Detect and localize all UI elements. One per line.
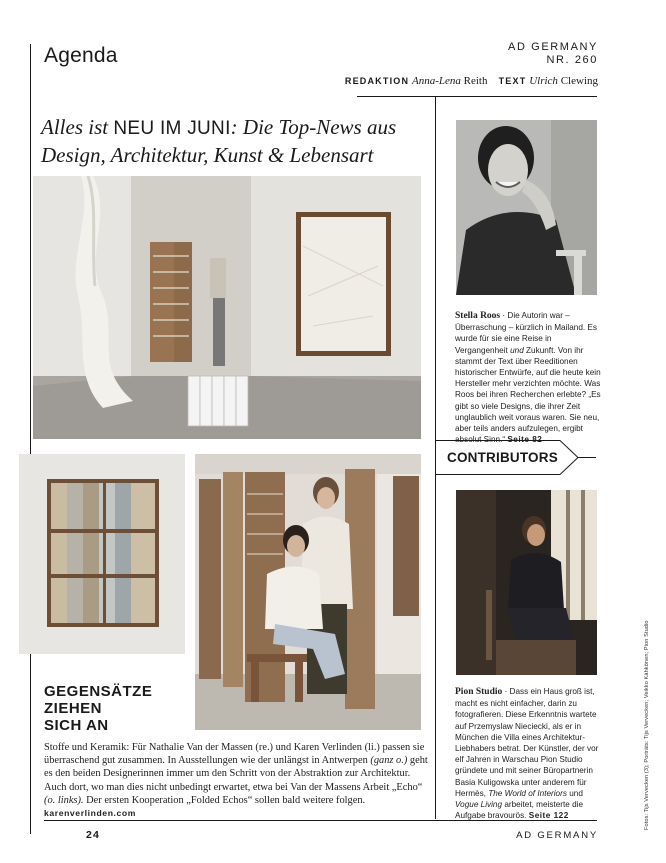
section-title: Agenda (44, 44, 118, 67)
contributor-1-text-2: Zukunft. Von ihr stammt der Text über Reeditionen historischer Entwürfe, auf die heute kein Hersteller mehr verzichten möchte. Was Roos bei ihren Recherchen erlebte? „Es gibt so viele Designs, die ihrer Zeit unglaublich weit voraus waren. Sie neu, aber teils anders aufzulegen, ergibt absolut Sinn.“ (455, 345, 601, 445)
headline-part-2: : Die Top-News aus Design, Architektur, Kunst & Lebensart (41, 115, 397, 167)
headline-part-1: Alles ist (41, 115, 114, 139)
article-title-line-2: ZIEHEN (44, 700, 103, 717)
headline-caps: NEU IM JUNI (113, 118, 231, 139)
header-rule (357, 96, 597, 97)
issue-info (508, 41, 598, 67)
photo-credit: Fotos: Tijs Vervecken (3); Porträts: Tijs Vervecken; Veikko Kähkönen; Pion Studio (644, 620, 650, 830)
article-title-line-1: GEGENSÄTZE (44, 683, 153, 700)
pion-studio-portrait-illustration (456, 490, 597, 675)
footer-brand: AD GERMANY (516, 830, 598, 841)
contributor-separator-2: · (502, 687, 510, 696)
article-title-line-3: SICH AN (44, 717, 109, 734)
contributors-tag (436, 440, 596, 475)
website-link[interactable]: karenverlinden.com (44, 808, 136, 819)
contributor-bio-pion-studio (455, 686, 602, 821)
contributor-name-1: Stella Roos (455, 311, 501, 321)
page-reference-1: Seite 82 (507, 435, 543, 445)
contributors-label: CONTRIBUTORS (447, 450, 558, 465)
contributor-bio-stella-roos (455, 310, 602, 445)
left-margin-rule (30, 44, 31, 834)
page-headline (41, 114, 431, 169)
article-body-1: Stoffe und Keramik: Für Nathalie Van der Massen (re.) und Karen Verlinden (li.) passen sie überraschend gut zusammen. In Ausstellungen wie der unlängst in Antwerpen (44, 742, 425, 767)
contributor-2-text-mid: und (566, 788, 583, 798)
issue-number: NR. 260 (546, 54, 598, 66)
redaktion-label: REDAKTION (344, 76, 410, 86)
article-body-2: geht es den beiden Designerinnen immer um den Schritt von der Abstraktion zur Architektur. Auch dort, wo man dies nicht unbedingt erwartet, etwa bei Van der Massens Arbeit „Echo“ (44, 755, 428, 793)
contributor-1-text-1: Die Autorin war – Überraschung – kürzlich in Mailand. Es wurde für sie eine Reise in Vergangenheit (455, 311, 597, 355)
woven-artwork-photo (19, 454, 185, 654)
text-first-name: Ulrich (529, 75, 558, 87)
article-body-3: Der ersten Kooperation „Folded Echos“ sollen bald weitere folgen. (83, 794, 366, 806)
contributor-separator-1: · (500, 311, 508, 320)
contributor-2-italic-1: The World of Interiors (488, 788, 567, 798)
article-body (44, 741, 429, 820)
contributor-name-2: Pion Studio (455, 687, 503, 697)
text-last-name: Clewing (560, 75, 598, 87)
contributor-2-text-2: arbeitet, meisterte die Aufgabe bravourös. (455, 800, 584, 821)
stella-roos-portrait-illustration (456, 120, 597, 295)
article-body-italic-1: (ganz o.) (370, 755, 408, 767)
page-number: 24 (86, 829, 101, 841)
page-reference-2: Seite 122 (528, 811, 569, 821)
stella-roos-portrait (456, 120, 597, 295)
gallery-exhibition-photo (33, 176, 421, 439)
contributor-1-italic: und (510, 345, 524, 355)
article-body-italic-2: (o. links). (44, 794, 84, 806)
pion-studio-portrait (456, 490, 597, 675)
contributor-2-italic-2: Vogue Living (455, 800, 503, 810)
article-title (44, 683, 152, 734)
text-label: TEXT (498, 76, 527, 86)
credits-line (345, 75, 598, 87)
designers-portrait-photo (195, 454, 421, 730)
magazine-name: AD GERMANY (508, 41, 598, 53)
gallery-exhibition-illustration (33, 176, 421, 439)
redaktion-last-name: Reith (463, 75, 488, 87)
designers-portrait-illustration (195, 454, 421, 730)
contributor-2-text-1: Dass ein Haus groß ist, macht es nicht einfacher, darin zu fotografieren. Diese Erkenntnis wartete auf Przemyslaw Nieciecki, als er in München die Villa eines Architektur-Liebhabers betrat. Der Künstler, der vor elf Jahren in Warschau Pion Studio gründete und mit seiner Büropartnerin Basia Kuligowska unter anderem für Hermès, (455, 687, 599, 798)
woven-artwork-illustration (19, 454, 185, 654)
redaktion-first-name: Anna-Lena (411, 75, 461, 87)
